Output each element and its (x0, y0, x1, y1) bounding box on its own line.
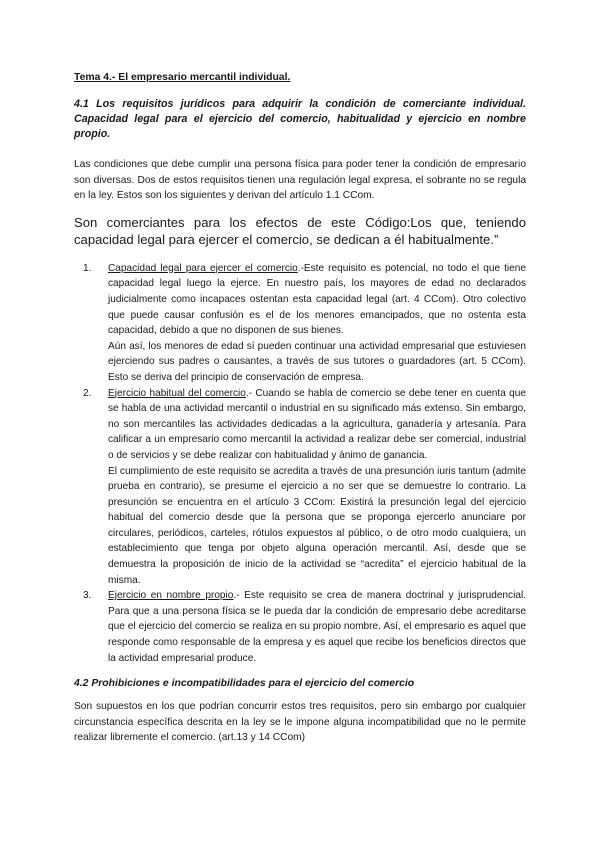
intro-paragraph: Las condiciones que debe cumplir una persona física para poder tener la condición de empresario son diversas. Dos de estos requisitos tienen una regulación legal expresa, el sobrante no se regula en la ley. Estos son los siguientes y derivan del artículo 1.1 CCom. (74, 159, 526, 202)
requirement-number: 3. (83, 590, 92, 602)
requirement-extra: El cumplimiento de este requisito se acredita a través de una presunción iuris tantum (admite prueba en contrario), se presume el ejercicio a no ser que se demuestre lo contrario. La presunción se encuentra en el artículo 3 CCom: Existirá la presunción legal del ejercicio habitual del comercio desde que la persona que se proponga ejercerlo anunciare por circulares, periódicos, carteles, rótulos expuestos al público, o de otro modo cualquiera, un establecimiento que tenga por objeto alguna operación mercantil. Así, desde que se demuestra la proposición de inicio de la actividad se “acredita” el ejercicio habitual de la misma. (108, 465, 526, 586)
document-title: Tema 4.- El empresario mercantil individual. (74, 72, 291, 83)
requirement-item (83, 261, 526, 386)
requirement-item (83, 588, 526, 666)
requirement-extra: Aún así, los menores de edad sí pueden continuar una actividad empresarial que estuviesen ejerciendo sus padres o causantes, a través de sus tutores o guardadores (art. 5 CCom). Esto se deriva del principio de conservación de empresa. (108, 340, 526, 383)
requirement-term: Ejercicio en nombre propio (108, 590, 234, 602)
requirement-number: 1. (83, 262, 92, 274)
requirement-number: 2. (83, 387, 92, 399)
section-1-heading: 4.1 Los requisitos jurídicos para adquirir la condición de comerciante individual. Capacidad legal para el ejercicio del comercio, habitualidad y ejercicio en nombre propio. (74, 98, 526, 140)
requirement-text: .- Este requisito se crea de manera doctrinal y jurisprudencial. Para que a una persona física se le pueda dar la condición de empresario debe acreditarse que el ejercicio del comercio se realiza en su propio nombre. Así, el empresario es aquel que responde como responsable de la empresa y es aquel que recibe los beneficios directos que la actividad empresarial produce. (108, 590, 526, 664)
legal-quote: Son comerciantes para los efectos de este Código:Los que, teniendo capacidad legal para ejercer el comercio, se dedican a él habitualmente.” (74, 214, 526, 248)
requirements-list (74, 261, 526, 666)
requirement-term: Capacidad legal para ejercer el comercio (108, 262, 298, 274)
requirement-item (83, 386, 526, 589)
section-2-heading: 4.2 Prohibiciones e incompatibilidades para el ejercicio del comercio (74, 678, 415, 690)
requirement-term: Ejercicio habitual del comercio (108, 387, 246, 399)
section-2-paragraph: Son supuestos en los que podrían concurrir estos tres requisitos, pero sin embargo por cualquier circunstancia específica descrita en la ley se le impone alguna incompatibilidad que no le permite realizar libremente el comercio. (art.13 y 14 CCom) (74, 701, 526, 744)
requirement-text: .-Este requisito es potencial, no todo el que tiene capacidad legal luego la ejerce. En nuestro país, los mayores de edad no declarados judicialmente como incapaces ostentan esta capacidad legal (art. 4 CCom). Otro colectivo que puede causar confusión es el de los menores emancipados, que no ostenta esta capacidad, debido a que no disponen de sus bienes. (108, 262, 526, 337)
requirement-text: .- Cuando se habla de comercio se debe tener en cuenta que se habla de una actividad mercantil o industrial en su significado más extenso. Sin embargo, no son mercantiles las actividades dedicadas a la agricultura, ganadería y artesanía. Para calificar a un empresario como mercantil la actividad a realizar debe ser comercial, industrial o de servicios y se debe realizar con habitualidad y ánimo de ganancia. (108, 387, 526, 461)
